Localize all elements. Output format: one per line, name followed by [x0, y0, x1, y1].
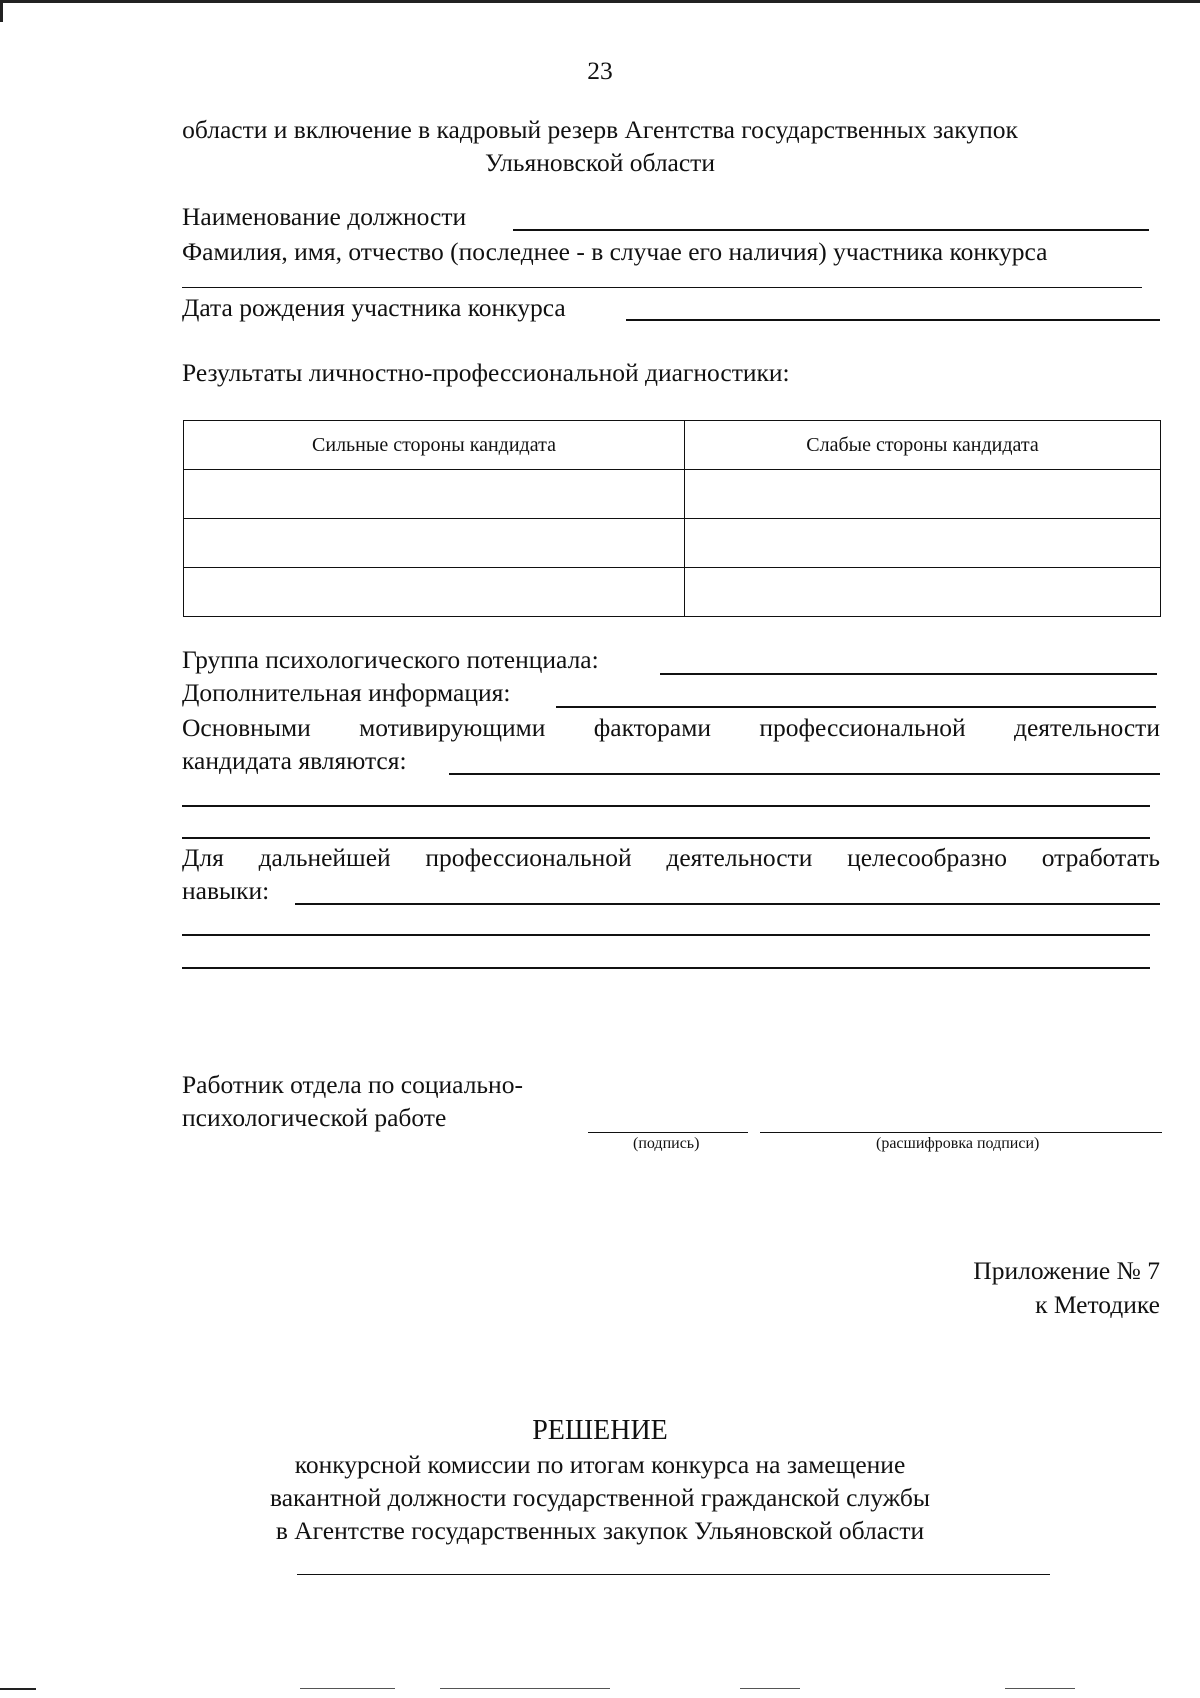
- motivation-word: мотивирующими: [359, 713, 546, 742]
- strengths-header: Сильные стороны кандидата: [184, 421, 685, 470]
- weakness-cell[interactable]: [685, 470, 1161, 519]
- skills-label: [182, 843, 1160, 873]
- strength-cell[interactable]: [184, 519, 685, 568]
- weaknesses-header: Слабые стороны кандидата: [685, 421, 1161, 470]
- scan-bottom-mark: [740, 1688, 800, 1689]
- scan-top-border: [0, 0, 1200, 3]
- scan-bottom-mark: [300, 1688, 395, 1689]
- psych-group-field[interactable]: [660, 673, 1157, 675]
- motivation-label-line2: кандидата являются:: [182, 746, 407, 775]
- scan-bottom-mark: [0, 1688, 36, 1690]
- motivation-label: [182, 713, 1160, 743]
- diagnostics-table: [183, 420, 1161, 617]
- appendix-line-2: к Методике: [1035, 1290, 1160, 1319]
- strength-cell[interactable]: [184, 568, 685, 617]
- decision-line-1: конкурсной комиссии по итогам конкурса на замещение: [294, 1450, 906, 1479]
- scan-left-border: [0, 0, 3, 22]
- diagnostics-label: Результаты личностно-профессиональной диагностики:: [182, 358, 790, 387]
- skills-word: деятельности: [666, 843, 813, 872]
- appendix-line-1: Приложение № 7: [973, 1256, 1160, 1285]
- full-name-field[interactable]: [182, 287, 1142, 288]
- full-name-label: Фамилия, имя, отчество (последнее - в случае его наличия) участника конкурса: [182, 237, 1048, 266]
- motivation-word: Основными: [182, 713, 311, 742]
- signature-decode-field[interactable]: [760, 1132, 1162, 1133]
- weakness-cell[interactable]: [685, 568, 1161, 617]
- psych-group-label: Группа психологического потенциала:: [182, 645, 599, 674]
- motivation-word: профессиональной: [759, 713, 966, 742]
- scan-bottom-mark: [440, 1688, 610, 1689]
- position-name-label: Наименование должности: [182, 202, 467, 231]
- skills-word: целесообразно: [847, 843, 1008, 872]
- weakness-cell[interactable]: [685, 519, 1161, 568]
- skills-field-1[interactable]: [295, 903, 1160, 905]
- additional-info-label: Дополнительная информация:: [182, 678, 511, 707]
- motivation-field-1[interactable]: [449, 773, 1160, 775]
- signature-caption: (подпись): [633, 1135, 700, 1152]
- skills-word: отработать: [1041, 843, 1160, 872]
- signature-decode-caption: (расшифровка подписи): [876, 1135, 1040, 1152]
- skills-field-2[interactable]: [182, 934, 1150, 936]
- decision-line-2: вакантной должности государственной гражданской службы: [269, 1483, 931, 1512]
- position-name-field[interactable]: [513, 229, 1149, 231]
- skills-word: дальнейшей: [258, 843, 391, 872]
- skills-field-3[interactable]: [182, 967, 1150, 969]
- decision-field[interactable]: [297, 1574, 1050, 1575]
- decision-title: РЕШЕНИЕ: [532, 1415, 668, 1446]
- employee-role-line1: Работник отдела по социально-: [182, 1070, 523, 1099]
- decision-line-3: в Агентстве государственных закупок Ульяновской области: [275, 1516, 925, 1545]
- header-line-2: Ульяновской области: [485, 148, 715, 177]
- motivation-word: деятельности: [1013, 713, 1160, 742]
- employee-role-line2: психологической работе: [182, 1103, 447, 1132]
- page-number: 23: [587, 56, 613, 85]
- header-line-1: области и включение в кадровый резерв Агентства государственных закупок: [182, 115, 1018, 144]
- scan-bottom-mark: [1005, 1688, 1075, 1689]
- motivation-field-2[interactable]: [182, 805, 1150, 807]
- skills-word: профессиональной: [425, 843, 632, 872]
- signature-field[interactable]: [588, 1132, 748, 1133]
- skills-word: Для: [182, 843, 224, 872]
- motivation-word: факторами: [593, 713, 712, 742]
- motivation-field-3[interactable]: [182, 837, 1150, 839]
- strength-cell[interactable]: [184, 470, 685, 519]
- birth-date-label: Дата рождения участника конкурса: [182, 293, 566, 322]
- birth-date-field[interactable]: [626, 319, 1160, 321]
- skills-label-line2: навыки:: [182, 876, 270, 905]
- additional-info-field[interactable]: [556, 706, 1156, 708]
